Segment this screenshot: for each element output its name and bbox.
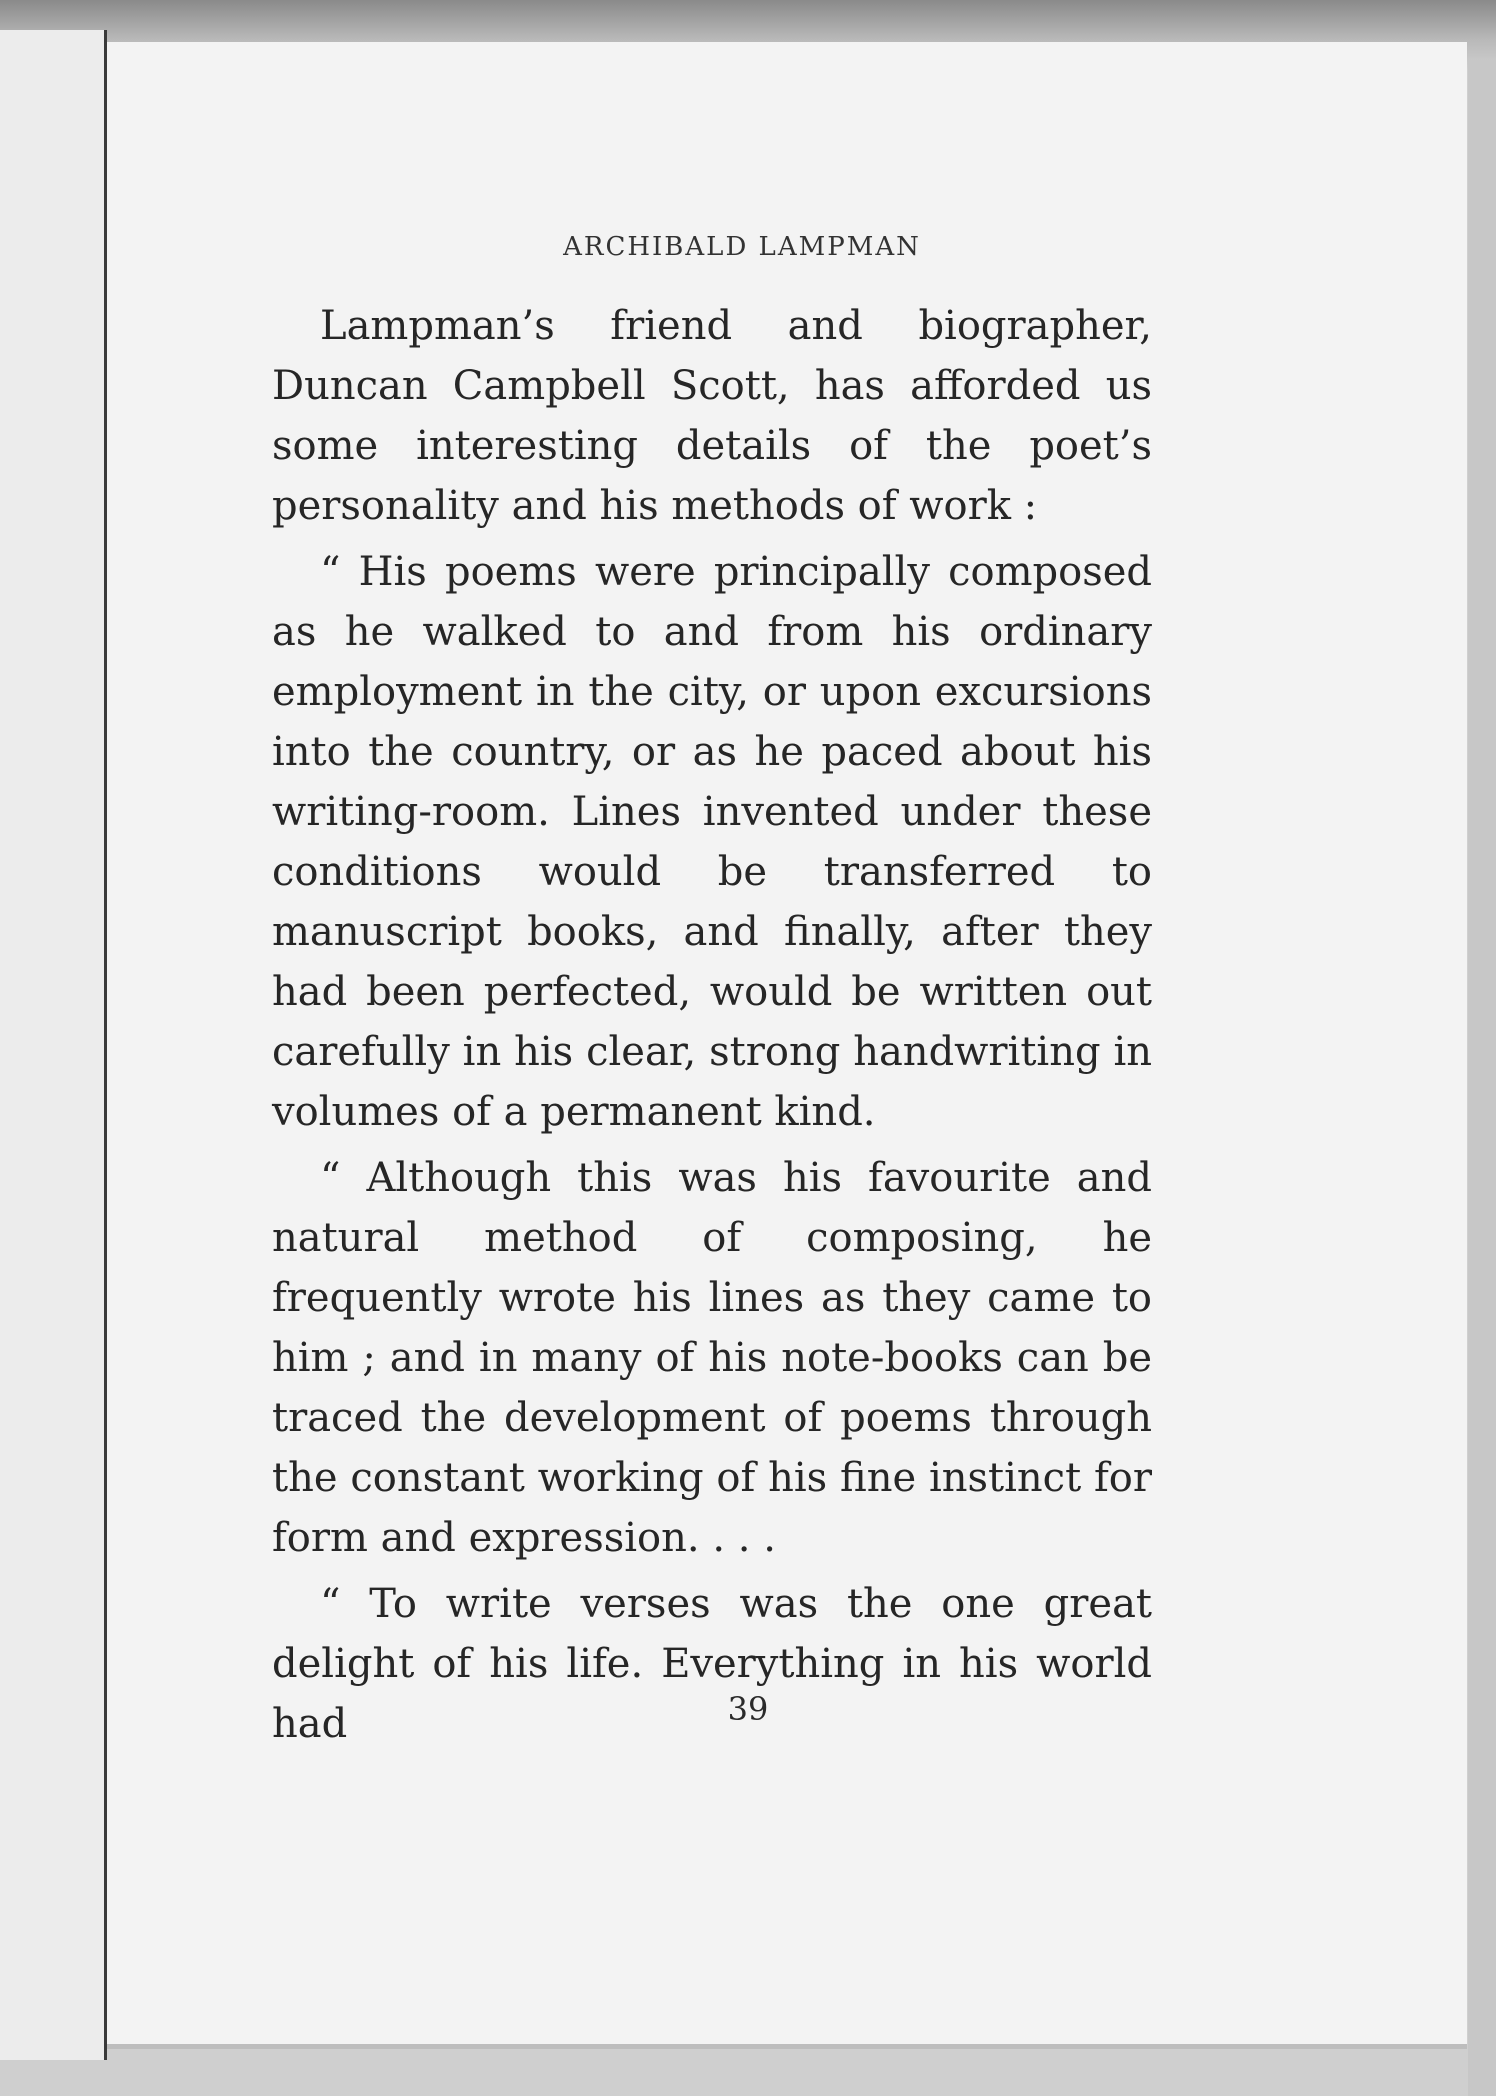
text-block <box>272 232 1152 1754</box>
facing-page-edge <box>0 30 107 2060</box>
running-head: ARCHIBALD LAMPMAN <box>563 232 921 262</box>
paragraph-4: “ To write verses was the one great delight of his life. Everything in his world had <box>272 1581 1152 1747</box>
paragraph-2: “ His poems were principally composed as he walked to and from his ordinary employment in the city, or upon excursions into the country, or as he paced about his writing-room. Lines invented under these conditions would be transferred to manuscript books, and finally, after they had been perfected, would be written out carefully in his clear, strong handwriting in volumes of a permanent kind. <box>272 549 1152 1135</box>
paragraph-3: “ Although this was his favourite and natural method of composing, he frequently wrote his lines as they came to him ; and in many of his note-books can be traced the development of poems through the constant working of his fine instinct for form and expression. . . . <box>272 1155 1152 1561</box>
book-cover-edge <box>1468 60 1496 2096</box>
page-number: 39 <box>727 1690 769 1728</box>
paragraph-1: Lampman’s friend and biographer, Duncan Campbell Scott, has afforded us some interesting details of the poet’s personality and his methods of work : <box>272 303 1152 529</box>
